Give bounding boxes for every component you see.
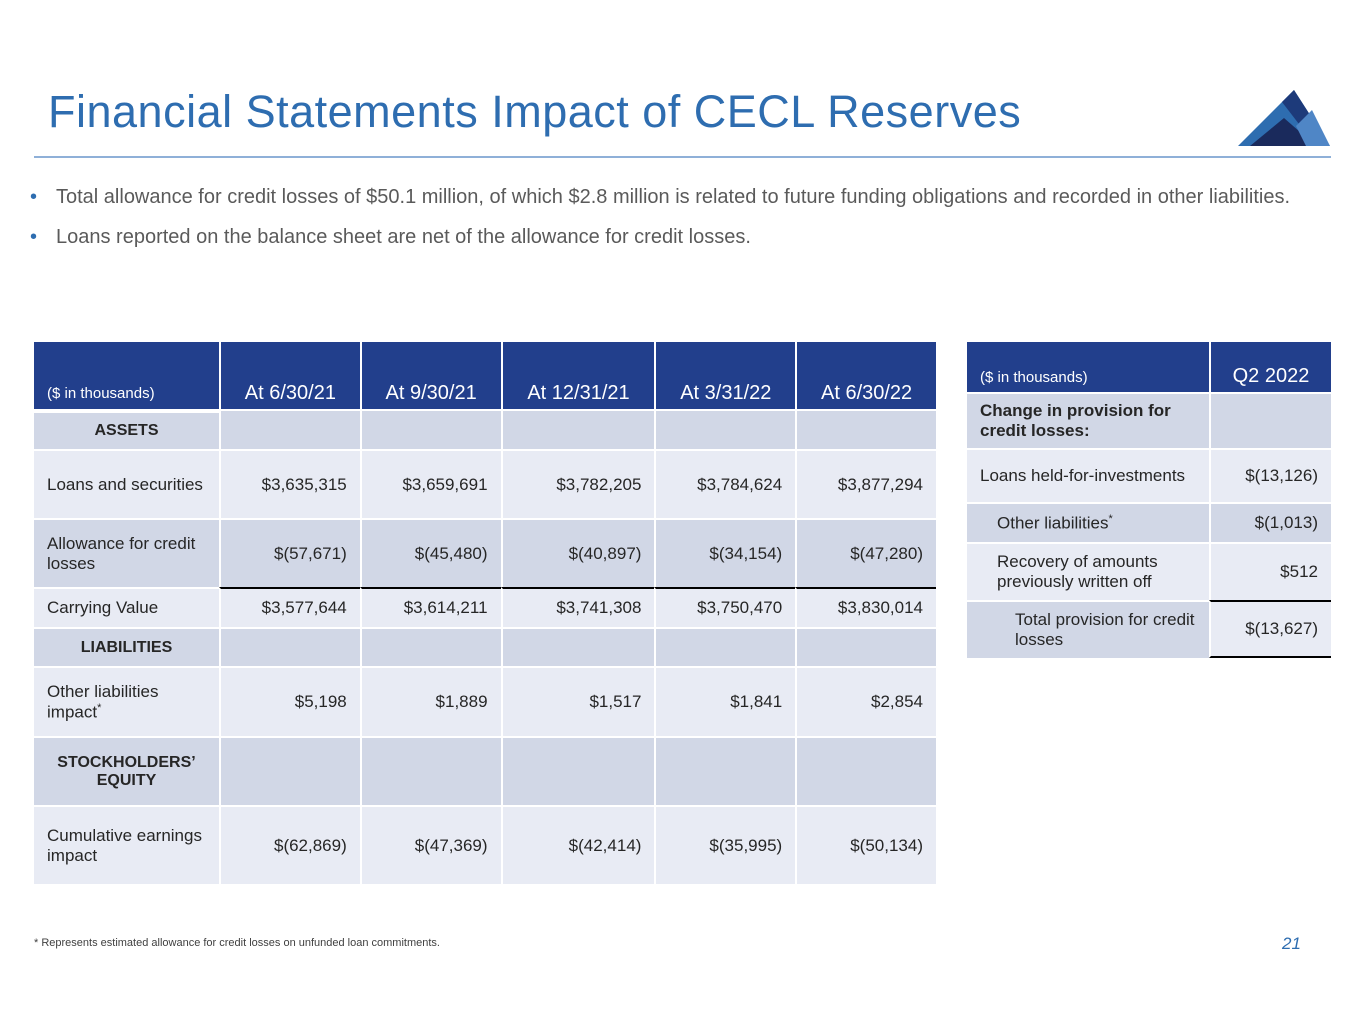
cell-value: $3,877,294: [795, 449, 936, 518]
row-label: Loans held-for-investments: [967, 448, 1209, 502]
cell-value: $(40,897): [501, 518, 655, 587]
cell-value: $3,659,691: [360, 449, 501, 518]
cell-value: $(62,869): [219, 805, 360, 884]
row-label: Total provision for credit losses: [967, 600, 1209, 658]
column-header: At 6/30/21: [219, 342, 360, 409]
cell-value: [1209, 392, 1331, 448]
cell-value: $(47,369): [360, 805, 501, 884]
row-label: Other liabilities impact*: [34, 666, 219, 736]
cell-value: $(45,480): [360, 518, 501, 587]
page-title: Financial Statements Impact of CECL Reserves: [48, 86, 1022, 137]
cell-value: $1,517: [501, 666, 655, 736]
summary-bullets: [30, 184, 1330, 264]
row-label: Carrying Value: [34, 587, 219, 627]
table-header-row: [34, 342, 936, 409]
unit-label: ($ in thousands): [34, 342, 219, 409]
cell-value: $1,841: [654, 666, 795, 736]
balance-sheet-table: [34, 342, 936, 884]
row-label: Recovery of amounts previously written off: [967, 542, 1209, 600]
table-row: [967, 392, 1331, 448]
table-header-row: [967, 342, 1331, 392]
row-label: Change in provision for credit losses:: [967, 392, 1209, 448]
table-row: [967, 448, 1331, 502]
cell-value: $3,750,470: [654, 587, 795, 627]
table-row: [967, 542, 1331, 600]
cell-value: $(42,414): [501, 805, 655, 884]
section-row-equity: [34, 736, 936, 805]
section-label: STOCKHOLDERS’ EQUITY: [34, 736, 219, 805]
bullet-item: • Total allowance for credit losses of $50.1 million, of which $2.8 million is related to future funding obligations and recorded in other liabilities.: [30, 184, 1330, 211]
cell-value: $512: [1209, 542, 1331, 600]
table-row-other-liabilities: [34, 666, 936, 736]
footnote-marker: *: [1108, 512, 1113, 525]
cell-value: $3,784,624: [654, 449, 795, 518]
table-row: [967, 502, 1331, 542]
page-number: 21: [1282, 934, 1301, 953]
footnote-marker: *: [97, 701, 102, 714]
table-row-carrying-value: [34, 587, 936, 627]
bullet-dot-icon: •: [30, 226, 38, 248]
section-label: LIABILITIES: [34, 627, 219, 666]
column-header: At 3/31/22: [654, 342, 795, 409]
cell-value: $1,889: [360, 666, 501, 736]
table-row-loans: [34, 449, 936, 518]
column-header: At 12/31/21: [501, 342, 655, 409]
cell-value: $(34,154): [654, 518, 795, 587]
table-row-cumulative-earnings: [34, 805, 936, 884]
column-header: At 9/30/21: [360, 342, 501, 409]
row-label: Allowance for credit losses: [34, 518, 219, 587]
cell-value: $(13,627): [1209, 600, 1331, 658]
column-header: At 6/30/22: [795, 342, 936, 409]
cell-value: $3,741,308: [501, 587, 655, 627]
cell-value: $2,854: [795, 666, 936, 736]
table-row-total: [967, 600, 1331, 658]
bullet-item: • Loans reported on the balance sheet are net of the allowance for credit losses.: [30, 224, 1330, 251]
cell-value: $3,830,014: [795, 587, 936, 627]
cell-value: $(57,671): [219, 518, 360, 587]
title-divider: [34, 156, 1331, 158]
cell-value: $(50,134): [795, 805, 936, 884]
bullet-dot-icon: •: [30, 186, 38, 208]
column-header: Q2 2022: [1209, 342, 1331, 392]
cell-value: $3,635,315: [219, 449, 360, 518]
cell-value: $(1,013): [1209, 502, 1331, 542]
row-label: Loans and securities: [34, 449, 219, 518]
cell-value: $3,614,211: [360, 587, 501, 627]
cell-value: $5,198: [219, 666, 360, 736]
mountain-logo-icon: [1236, 88, 1332, 148]
section-label: ASSETS: [34, 409, 219, 449]
row-label: Cumulative earnings impact: [34, 805, 219, 884]
cell-value: $(13,126): [1209, 448, 1331, 502]
cell-value: $(35,995): [654, 805, 795, 884]
cell-value: $3,577,644: [219, 587, 360, 627]
provision-table: [967, 342, 1331, 658]
footnote: * Represents estimated allowance for credit losses on unfunded loan commitments.: [34, 937, 440, 949]
section-row-liabilities: [34, 627, 936, 666]
cell-value: $(47,280): [795, 518, 936, 587]
unit-label: ($ in thousands): [967, 342, 1209, 392]
cell-value: $3,782,205: [501, 449, 655, 518]
section-row-assets: [34, 409, 936, 449]
table-row-allowance: [34, 518, 936, 587]
row-label: Other liabilities*: [967, 502, 1209, 542]
